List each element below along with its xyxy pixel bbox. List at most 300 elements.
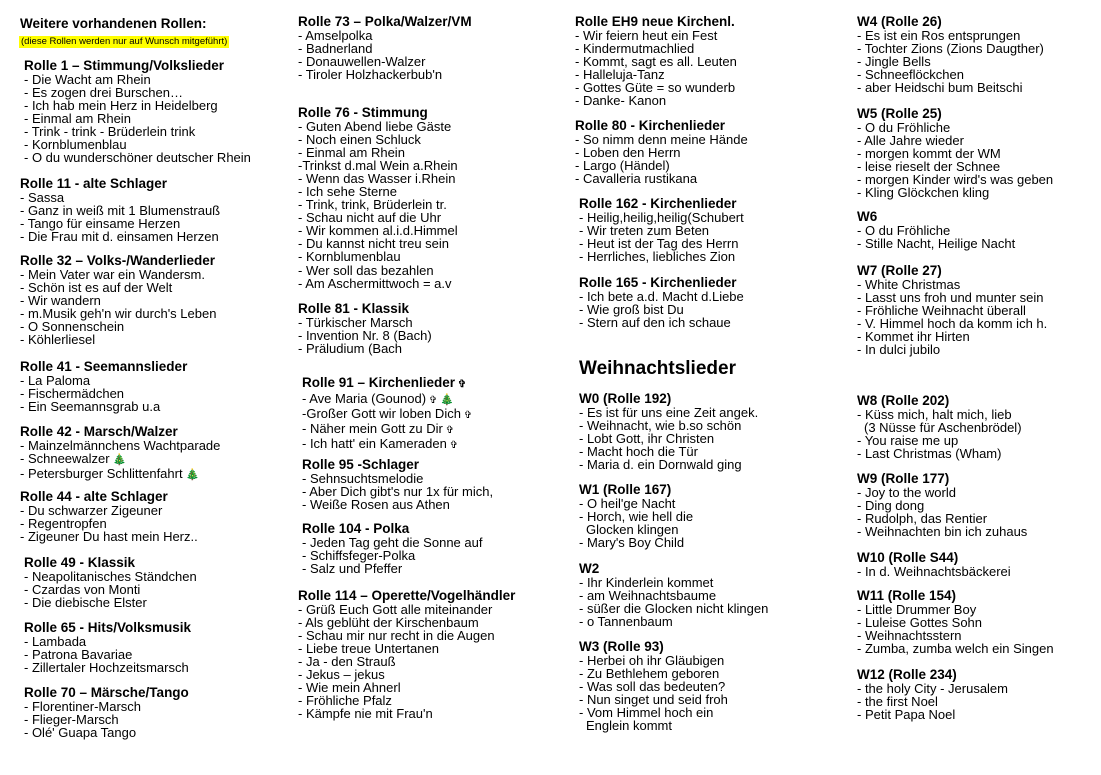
roll-section-rolle-49-klassik — [24, 556, 197, 609]
roll-heading — [857, 589, 1054, 603]
song-list — [857, 224, 1015, 250]
song-title: - süßer die Glocken nicht klingen — [579, 600, 769, 616]
song-item — [857, 237, 1015, 250]
roll-heading — [20, 425, 220, 439]
song-title: - Ihr Kinderlein kommet — [579, 574, 714, 590]
song-title: - Schön ist es auf der Welt — [20, 279, 173, 295]
roll-section-rolle-80-kirchenlieder — [575, 119, 748, 185]
song-title: - Lasst uns froh und munter sein — [857, 289, 1044, 305]
song-title: - Wir feiern heut ein Fest — [575, 27, 718, 43]
song-title: - Ave Maria (Gounod) — [302, 390, 427, 406]
song-title: - Wenn das Wasser i.Rhein — [298, 170, 456, 186]
roll-section-rolle-44-alte-schlager — [20, 490, 198, 543]
roll-section-rolle-73-polka-walzer-vm — [298, 15, 472, 81]
song-title: - Ich bete a.d. Macht d.Liebe — [579, 288, 744, 304]
roll-heading-text: W2 — [579, 561, 600, 576]
song-title: - Aber Dich gibt's nur 1x für mich, — [302, 483, 494, 499]
song-title: - Kornblumenblau — [298, 249, 401, 265]
song-item — [857, 708, 1008, 721]
song-title: - Heut ist der Tag des Herrn — [579, 235, 739, 251]
roll-heading-text: Rolle 73 – Polka/Walzer/VM — [298, 14, 472, 29]
roll-heading-text: Rolle 42 - Marsch/Walzer — [20, 424, 178, 439]
roll-heading — [857, 551, 1011, 565]
christmas-tree-icon: 🎄 — [182, 468, 200, 481]
song-list — [857, 121, 1053, 200]
song-title: - O du Fröhliche — [857, 222, 951, 238]
song-title: - Schau nicht auf die Uhr — [298, 210, 442, 226]
song-title: - Mary's Boy Child — [579, 534, 685, 550]
song-title: - aber Heidschi bum Beitschi — [857, 79, 1023, 95]
song-title: - Heilig,heilig,heilig(Schubert — [579, 209, 744, 225]
song-title: - Joy to the world — [857, 484, 956, 500]
roll-section-rolle-95-schlager — [302, 458, 493, 511]
roll-heading-text: Rolle 65 - Hits/Volksmusik — [24, 620, 192, 635]
song-title: - Horch, wie hell die — [579, 508, 694, 524]
christmas-tree-icon: 🎄 — [437, 393, 454, 406]
roll-section-rolle-32-volks-wanderlieder — [20, 254, 216, 346]
song-item — [302, 562, 482, 575]
song-list — [302, 392, 472, 452]
roll-heading-text: Rolle 1 – Stimmung/Volkslieder — [24, 58, 225, 73]
roll-heading-text: W6 — [857, 209, 878, 224]
song-title: Glocken klingen — [586, 521, 679, 537]
song-title: - Die diebische Elster — [24, 594, 147, 610]
song-title: - Petit Papa Noel — [857, 706, 956, 722]
roll-section-rolle-162-kirchenlieder — [579, 197, 744, 263]
song-title: - White Christmas — [857, 276, 961, 292]
song-title: - In d. Weihnachtsbäckerei — [857, 563, 1011, 579]
song-item — [857, 525, 1027, 538]
song-title: - Wir kommen al.i.d.Himmel — [298, 223, 458, 239]
song-title: - Alle Jahre wieder — [857, 132, 964, 148]
song-item — [20, 467, 220, 482]
song-title: - Nun singet und seid froh — [579, 691, 728, 707]
song-item — [302, 437, 472, 452]
roll-heading-text: Rolle 44 - alte Schlager — [20, 489, 168, 504]
song-list — [20, 374, 187, 413]
cross-icon: ✞ — [426, 394, 438, 406]
roll-heading — [579, 197, 744, 211]
song-item — [857, 565, 1011, 578]
song-title: - Vom Himmel hoch ein — [579, 704, 714, 720]
song-title: - Näher mein Gott zu Dir — [302, 420, 443, 436]
roll-heading — [20, 490, 198, 504]
song-title: - Wie groß bist Du — [579, 301, 684, 317]
song-title: - In dulci jubilo — [857, 341, 941, 357]
song-title: - Tochter Zions (Zions Daugther) — [857, 40, 1044, 56]
roll-section-rolle-81-klassik — [298, 302, 432, 355]
song-title: - O du Fröhliche — [857, 119, 951, 135]
roll-heading-text: W1 (Rolle 167) — [579, 482, 672, 497]
roll-heading-text: Rolle 70 – Märsche/Tango — [24, 685, 189, 700]
cross-icon: ✞ — [455, 379, 467, 390]
song-title: - So nimm denn meine Hände — [575, 131, 748, 147]
roll-heading-text: Rolle 114 – Operette/Vogelhändler — [298, 588, 516, 603]
song-title: - Invention Nr. 8 (Bach) — [298, 327, 432, 343]
song-title: - Es ist ein Ros entsprungen — [857, 27, 1021, 43]
song-title: - Patrona Bavariae — [24, 646, 133, 662]
song-item — [20, 400, 187, 413]
roll-section-w2 — [579, 562, 768, 628]
roll-heading-text: Rolle 32 – Volks-/Wanderlieder — [20, 253, 216, 268]
song-title: - Fröhliche Weihnacht überall — [857, 302, 1026, 318]
song-title: - Einmal am Rhein — [24, 110, 131, 126]
song-item — [298, 68, 472, 81]
roll-heading-text: W12 (Rolle 234) — [857, 667, 957, 682]
roll-heading — [575, 119, 748, 133]
song-title: - Trink, trink, Brüderlein tr. — [298, 197, 447, 213]
song-list — [857, 603, 1054, 655]
song-title: - Guten Abend liebe Gäste — [298, 118, 452, 134]
roll-section-w11-rolle-154 — [857, 589, 1054, 655]
song-title: - V. Himmel hoch da komm ich h. — [857, 315, 1048, 331]
song-item — [575, 172, 748, 185]
song-list — [579, 576, 768, 628]
roll-heading — [579, 392, 758, 406]
song-title: - Kornblumenblau — [24, 136, 127, 152]
song-list — [20, 191, 220, 243]
song-title: (3 Nüsse für Aschenbrödel) — [864, 419, 1022, 435]
intro-note-highlight: (diese Rollen werden nur auf Wunsch mitgeführt) — [21, 36, 228, 47]
song-title: - O Sonnenschein — [20, 318, 125, 334]
roll-heading — [575, 15, 737, 29]
roll-heading-text: W8 (Rolle 202) — [857, 393, 950, 408]
song-item — [302, 498, 493, 511]
roll-heading — [857, 394, 1022, 408]
song-title: - You raise me up — [857, 432, 959, 448]
song-item — [298, 277, 458, 290]
roll-section-w5-rolle-25 — [857, 107, 1053, 199]
roll-section-rolle-114-operette-vogelh-ndler — [298, 589, 515, 720]
song-title: - Luleise Gottes Sohn — [857, 614, 983, 630]
song-title: - Zillertaler Hochzeitsmarsch — [24, 659, 189, 675]
song-title: - Macht hoch die Tür — [579, 443, 698, 459]
song-item — [24, 661, 191, 674]
roll-section-rolle-91-kirchenlieder — [302, 376, 472, 452]
song-title: - Weihnacht, wie b.so schön — [579, 417, 742, 433]
song-title: - Zu Bethlehem geboren — [579, 665, 720, 681]
song-title: - Die Frau mit d. einsamen Herzen — [20, 228, 219, 244]
roll-heading — [298, 302, 432, 316]
song-list — [857, 278, 1047, 357]
song-title: - Jekus – jekus — [298, 666, 385, 682]
roll-section-rolle-76-stimmung — [298, 106, 458, 290]
song-title: - Largo (Händel) — [575, 157, 670, 173]
roll-heading — [20, 360, 187, 374]
song-title: - Kindermutmachlied — [575, 40, 695, 56]
song-item — [20, 452, 220, 467]
roll-heading-text: W0 (Rolle 192) — [579, 391, 672, 406]
song-item — [20, 530, 198, 543]
roll-section-w9-rolle-177 — [857, 472, 1027, 538]
song-title: - Wer soll das bezahlen — [298, 262, 434, 278]
song-title: - Herbei oh ihr Gläubigen — [579, 652, 725, 668]
song-title: - morgen Kinder wird's was geben — [857, 171, 1054, 187]
song-title: Englein kommt — [586, 717, 672, 733]
roll-heading — [302, 458, 493, 472]
roll-heading — [857, 668, 1008, 682]
roll-section-w6 — [857, 210, 1015, 250]
song-item — [302, 392, 472, 407]
roll-section-w4-rolle-26 — [857, 15, 1044, 94]
song-list — [24, 73, 251, 165]
intro-title: Weitere vorhandenen Rollen: — [20, 16, 207, 31]
song-title: - Rudolph, das Rentier — [857, 510, 988, 526]
song-item — [24, 596, 197, 609]
song-title: - Tango für einsame Herzen — [20, 215, 181, 231]
song-title: - Fischermädchen — [20, 385, 125, 401]
song-title: - Es ist für uns eine Zeit angek. — [579, 404, 759, 420]
song-title: - O heil'ge Nacht — [579, 495, 676, 511]
roll-section-rolle-1-stimmung-volkslieder — [24, 59, 251, 164]
song-title: - Herrliches, liebliches Zion — [579, 248, 736, 264]
song-title: - Du kannst nicht treu sein — [298, 236, 450, 252]
song-title: - Sassa — [20, 189, 65, 205]
song-title: - Grüß Euch Gott alle miteinander — [298, 601, 493, 617]
song-item — [24, 151, 251, 164]
roll-section-w0-rolle-192 — [579, 392, 758, 471]
roll-heading-text: W11 (Rolle 154) — [857, 588, 957, 603]
song-title: - Zumba, zumba welch ein Singen — [857, 640, 1054, 656]
song-item — [20, 333, 216, 346]
song-title: - Czardas von Monti — [24, 581, 141, 597]
song-title: - Halleluja-Tanz — [575, 66, 665, 82]
song-title: - Stille Nacht, Heilige Nacht — [857, 235, 1016, 251]
song-list — [24, 570, 197, 609]
roll-heading — [24, 686, 189, 700]
roll-heading — [20, 254, 216, 268]
roll-heading-text: Rolle 81 - Klassik — [298, 301, 410, 316]
song-title: - Badnerland — [298, 40, 373, 56]
song-title: - Regentropfen — [20, 515, 107, 531]
song-title: - Mainzelmännchens Wachtparade — [20, 437, 221, 453]
roll-section-rolle-70-m-rsche-tango — [24, 686, 189, 739]
roll-heading — [857, 107, 1053, 121]
song-title: - Kommt, sagt es all. Leuten — [575, 53, 737, 69]
roll-heading — [857, 472, 1027, 486]
song-list — [20, 439, 220, 482]
roll-heading — [302, 376, 472, 392]
song-title: - morgen kommt der WM — [857, 145, 1001, 161]
song-list — [302, 536, 482, 575]
song-list — [24, 635, 191, 674]
song-list — [857, 29, 1044, 94]
song-title: - Danke- Kanon — [575, 92, 667, 108]
song-title: -Großer Gott wir loben Dich — [302, 405, 461, 421]
song-title: - Stern auf den ich schaue — [579, 314, 731, 330]
song-title: - Weiße Rosen aus Athen — [302, 496, 450, 512]
song-title: - Neapolitanisches Ständchen — [24, 568, 197, 584]
song-item — [857, 343, 1047, 356]
song-title: - Wie mein Ahnerl — [298, 680, 401, 696]
song-list — [302, 472, 493, 511]
song-item — [857, 81, 1044, 94]
song-title: - the first Noel — [857, 693, 938, 709]
song-list — [579, 211, 744, 263]
song-list — [857, 682, 1008, 721]
song-title: - Petersburger Schlittenfahrt — [20, 465, 183, 481]
song-item — [24, 726, 189, 739]
song-title: - Kommet ihr Hirten — [857, 328, 970, 344]
song-list — [298, 29, 472, 81]
song-title: - Sehnsuchtsmelodie — [302, 470, 424, 486]
song-title: - Ganz in weiß mit 1 Blumenstrauß — [20, 202, 221, 218]
cross-icon: ✞ — [446, 439, 459, 451]
roll-heading — [579, 640, 728, 654]
song-list — [857, 408, 1022, 460]
song-title: - Schneeflöckchen — [857, 66, 964, 82]
song-title: - Jingle Bells — [857, 53, 931, 69]
roll-section-rolle-165-kirchenlieder — [579, 276, 744, 329]
roll-heading — [857, 264, 1047, 278]
song-item — [302, 407, 472, 422]
song-item — [579, 250, 744, 263]
song-title: - La Paloma — [20, 372, 91, 388]
roll-heading — [302, 522, 482, 536]
song-title: - Du schwarzer Zigeuner — [20, 502, 163, 518]
song-title: - Jeden Tag geht die Sonne auf — [302, 534, 483, 550]
song-item — [857, 642, 1054, 655]
song-list — [575, 29, 737, 108]
song-title: - Trink - trink - Brüderlein trink — [24, 123, 196, 139]
song-list — [857, 565, 1011, 578]
song-title: - Schneewalzer — [20, 450, 110, 466]
song-title: - Cavalleria rustikana — [575, 170, 698, 186]
roll-section-rolle-11-alte-schlager — [20, 177, 220, 243]
song-title: - Ding dong — [857, 497, 925, 513]
song-title: - Donauwellen-Walzer — [298, 53, 426, 69]
roll-section-rolle-41-seemannslieder — [20, 360, 187, 413]
song-item — [579, 719, 728, 732]
roll-heading-text: W9 (Rolle 177) — [857, 471, 950, 486]
song-list — [24, 700, 189, 739]
song-title: - Köhlerliesel — [20, 331, 96, 347]
song-item — [857, 186, 1053, 199]
song-title: - the holy City - Jerusalem — [857, 680, 1008, 696]
song-title: - Ja - den Strauß — [298, 653, 396, 669]
roll-heading-text: Rolle 104 - Polka — [302, 521, 410, 536]
roll-section-w7-rolle-27 — [857, 264, 1047, 356]
roll-heading — [579, 483, 693, 497]
roll-heading — [579, 562, 768, 576]
song-title: - Was soll das bedeuten? — [579, 678, 726, 694]
song-title: - Als geblüht der Kirschenbaum — [298, 614, 479, 630]
song-title: - Schau mir nur recht in die Augen — [298, 627, 495, 643]
song-title: - Am Aschermittwoch = a.v — [298, 275, 452, 291]
song-title: - Präludium (Bach — [298, 340, 403, 356]
song-title: - Tiroler Holzhackerbub'n — [298, 66, 443, 82]
christmas-tree-icon: 🎄 — [109, 453, 127, 466]
roll-section-w8-rolle-202 — [857, 394, 1022, 460]
song-title: - Es zogen drei Burschen… — [24, 84, 183, 100]
song-list — [857, 486, 1027, 538]
song-item — [579, 536, 693, 549]
roll-heading-text: Rolle 41 - Seemannslieder — [20, 359, 188, 374]
song-title: - am Weihnachtsbaume — [579, 587, 717, 603]
song-title: - Little Drummer Boy — [857, 601, 977, 617]
song-title: - Ein Seemannsgrab u.a — [20, 398, 161, 414]
roll-heading-text: Rolle 80 - Kirchenlieder — [575, 118, 726, 133]
roll-heading-text: W10 (Rolle S44) — [857, 550, 959, 565]
song-item — [302, 422, 472, 437]
song-title: - Küss mich, halt mich, lieb — [857, 406, 1012, 422]
cross-icon: ✞ — [442, 424, 455, 436]
cross-icon: ✞ — [460, 409, 473, 421]
roll-heading-text: W4 (Rolle 26) — [857, 14, 942, 29]
song-title: - Flieger-Marsch — [24, 711, 119, 727]
song-title: - Florentiner-Marsch — [24, 698, 142, 714]
roll-section-rolle-42-marsch-walzer — [20, 425, 220, 482]
song-title: - Lobt Gott, ihr Christen — [579, 430, 715, 446]
roll-heading — [857, 210, 1015, 224]
roll-heading — [579, 276, 744, 290]
song-title: - Salz und Pfeffer — [302, 560, 403, 576]
roll-section-rolle-104-polka — [302, 522, 482, 575]
roll-heading-text: W5 (Rolle 25) — [857, 106, 942, 121]
song-item — [579, 458, 758, 471]
roll-heading-text: Rolle 95 -Schlager — [302, 457, 420, 472]
roll-heading — [298, 106, 458, 120]
roll-heading-text: Rolle 91 – Kirchenlieder — [302, 375, 456, 390]
song-title: - O du wunderschöner deutscher Rhein — [24, 150, 251, 166]
christmas-songs-heading: Weihnachtslieder — [579, 358, 736, 379]
intro — [20, 16, 229, 49]
song-title: - Ich hab mein Herz in Heidelberg — [24, 97, 218, 113]
song-title: - Last Christmas (Wham) — [857, 445, 1002, 461]
song-title: - Weihnachten bin ich zuhaus — [857, 523, 1028, 539]
roll-section-w12-rolle-234 — [857, 668, 1008, 721]
song-list — [579, 497, 693, 549]
song-title: - Ich hatt' ein Kameraden — [302, 435, 447, 451]
roll-heading-text: Rolle 165 - Kirchenlieder — [579, 275, 737, 290]
song-list — [579, 406, 758, 471]
song-title: - Türkischer Marsch — [298, 314, 413, 330]
roll-heading — [24, 621, 191, 635]
roll-section-w10-rolle-s44 — [857, 551, 1011, 578]
song-item — [857, 447, 1022, 460]
roll-heading-text: W7 (Rolle 27) — [857, 263, 942, 278]
song-title: - Gottes Güte = so wunderb — [575, 79, 736, 95]
song-title: - Die Wacht am Rhein — [24, 71, 151, 87]
roll-heading — [20, 177, 220, 191]
song-list — [575, 133, 748, 185]
song-title: - Kling Glöckchen kling — [857, 184, 990, 200]
song-title: - Kämpfe nie mit Frau'n — [298, 706, 433, 722]
song-title: - Noch einen Schluck — [298, 131, 421, 147]
roll-heading-text: Rolle 11 - alte Schlager — [20, 176, 168, 191]
song-title: - Einmal am Rhein — [298, 144, 405, 160]
song-item — [579, 316, 744, 329]
roll-section-w3-rolle-93 — [579, 640, 728, 732]
song-item — [298, 707, 515, 720]
song-title: - o Tannenbaum — [579, 613, 673, 629]
roll-section-rolle-65-hits-volksmusik — [24, 621, 191, 674]
song-list — [298, 120, 458, 290]
song-title: - Fröhliche Pfalz — [298, 693, 392, 709]
song-title: - Schiffsfeger-Polka — [302, 547, 416, 563]
song-list — [298, 603, 515, 721]
song-title: - Ich sehe Sterne — [298, 183, 397, 199]
song-title: -Trinkst d.mal Wein a.Rhein — [298, 157, 458, 173]
roll-heading — [298, 15, 472, 29]
song-title: - Zigeuner Du hast mein Herz.. — [20, 528, 198, 544]
song-title: - Weihnachtsstern — [857, 627, 962, 643]
song-title: - Loben den Herrn — [575, 144, 681, 160]
song-item — [20, 230, 220, 243]
song-list — [579, 290, 744, 329]
roll-heading — [857, 15, 1044, 29]
song-title: - Amselpolka — [298, 27, 373, 43]
